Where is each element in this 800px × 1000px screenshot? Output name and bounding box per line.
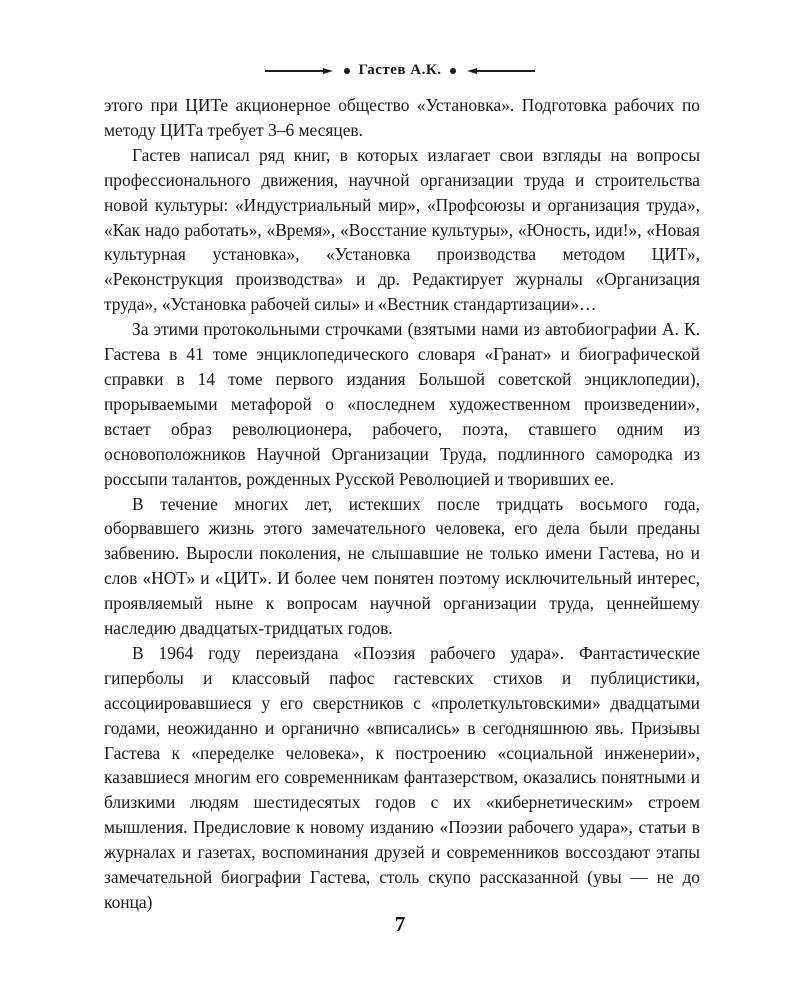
paragraph-oblivion: В течение многих лет, истекших после тридцать восьмого года, оборвавшего жизнь этого замечательного человека, его дела были преданы забвению. Выросли поколения, не слышавшие не только имени Гастева, но и слов «НОТ» и «ЦИТ». И более чем понятен поэтому исключительный интерес, проявляемый ныне к вопросам научной организации труда, ценнейшему наследию двадцатых-тридцатых годов. [104, 493, 700, 639]
paragraph-reissue: В 1964 году переиздана «Поэзия рабочего удара». Фантастические гиперболы и классовый пафос гастевских стихов и публицистики, ассоциировавшиеся у его сверстников с «пролеткультовскими» двадцатыми годами, неожиданно и органично «вписались» в сегодняшнюю явь. Призывы Гастева к «переделке человека», к построению «социальной инженерии», казавшиеся многим его современникам фантазерством, оказались понятными и близкими людям шестидесятых годов с их «кибернетическим» строем мышления. Предисловие к новому изданию «Поэзии рабочего удара», статьи в журналах и газетах, воспоминания друзей и современников воссоздают этапы замечательной биографии Гастева, столь скупо рассказанной (увы — не до конца) [104, 642, 700, 912]
running-header-title: Гастев А.К. [358, 62, 442, 78]
right-bullet-icon [449, 67, 457, 75]
left-bullet-icon [343, 67, 351, 75]
page-number: 7 [394, 912, 406, 936]
right-ornament-icon [465, 67, 535, 75]
left-ornament-icon [265, 67, 335, 75]
paragraph-books: Гастев написал ряд книг, в которых излагает свои взгляды на вопросы профессионального движения, научной организации труда и строительства новой культуры: «Индустриальный мир», «Профсоюзы и организация труда», «Как надо работать», «Время», «Восстание культуры», «Юность, иди!», «Новая культурная установка», «Установка производства методом ЦИТ», «Реконструкция производства» и др. Редактирует журналы «Организация труда», «Установка рабочей силы» и «Вестник стандартизации»… [104, 144, 700, 315]
paragraph-continuation: этого при ЦИТе акционерное общество «Установка». Подготовка рабочих по методу ЦИТа требует 3–6 месяцев. [104, 95, 700, 140]
paragraph-biography: За этими протокольными строчками (взятыми нами из автобиографии А. К. Гастева в 41 томе энциклопедического словаря «Гранат» и биографической справки в 14 томе первого издания Большой советской энциклопедии), прорываемыми метафорой о «последнем художественном произведении», встает образ революционера, рабочего, поэта, ставшего одним из основоположников Научной Организации Труда, подлинного самородка из россыпи талантов, рожденных Русской Революцией и творивших ее. [104, 319, 700, 489]
running-header [0, 62, 800, 79]
body-text [104, 93, 700, 915]
